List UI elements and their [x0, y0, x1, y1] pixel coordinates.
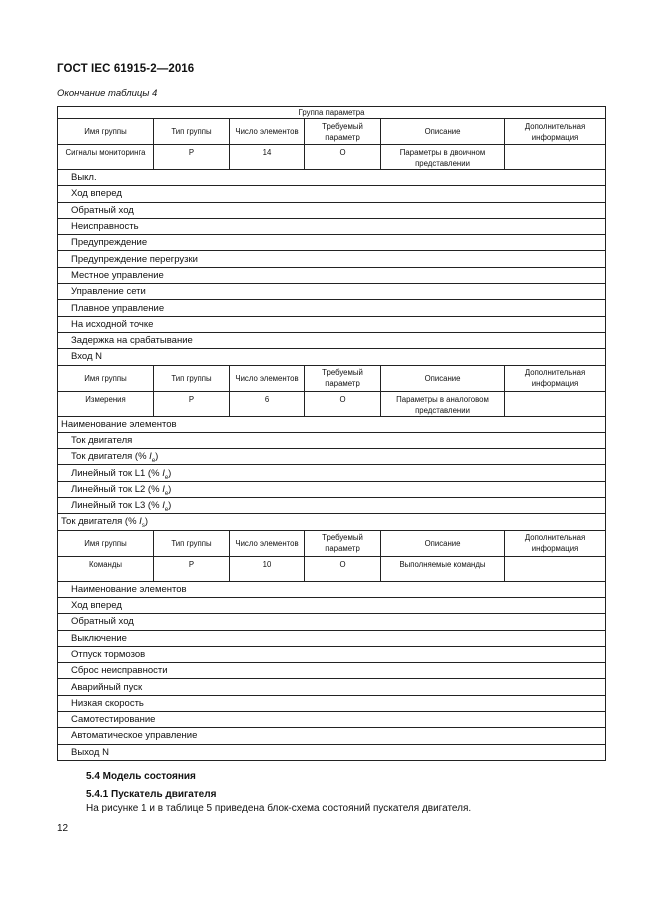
- required-param-header: Требуемый параметр: [305, 530, 381, 556]
- section-heading: 5.4 Модель состояния: [86, 771, 196, 782]
- additional-info-header: Дополнительная информация: [505, 530, 606, 556]
- element-row: [58, 416, 606, 432]
- element-name: Выход N: [71, 746, 109, 758]
- element-name: Самотестирование: [71, 714, 156, 726]
- group-type-header: Тип группы: [154, 365, 230, 391]
- subsection-heading: 5.4.1 Пускатель двигателя: [86, 789, 217, 800]
- group-type-cell: P: [154, 556, 230, 581]
- element-name: Ход вперед: [71, 600, 122, 612]
- element-row: [58, 235, 606, 251]
- element-name-cell: [58, 744, 606, 760]
- element-name: Линейный ток L1 (% I: [71, 467, 165, 479]
- element-name-cell: [58, 449, 606, 465]
- element-name: Отпуск тормозов: [71, 648, 146, 660]
- element-row: [58, 186, 606, 202]
- current-subscript: s: [141, 523, 145, 530]
- element-name-cell: [58, 170, 606, 186]
- element-name-cell: [58, 498, 606, 514]
- element-row: [58, 498, 606, 514]
- element-name-cell: [58, 695, 606, 711]
- group-type-cell: P: [154, 145, 230, 170]
- element-name: Обратный ход: [71, 204, 134, 216]
- element-row: [58, 316, 606, 332]
- element-name: Линейный ток L2 (% I: [71, 483, 165, 495]
- required-param-header: Требуемый параметр: [305, 119, 381, 145]
- element-name: Выкл.: [71, 172, 97, 184]
- description-header: Описание: [381, 530, 505, 556]
- additional-info-cell: [505, 391, 606, 416]
- element-row: [58, 481, 606, 497]
- additional-info-cell: [505, 145, 606, 170]
- element-count-header: Число элементов: [230, 119, 305, 145]
- closing-paren: ): [168, 467, 172, 479]
- element-name-cell: [58, 235, 606, 251]
- element-name: Наименование элементов: [71, 583, 187, 595]
- element-row: [58, 465, 606, 481]
- additional-info-cell: [505, 556, 606, 581]
- element-row: [58, 663, 606, 679]
- element-name: На исходной точке: [71, 318, 154, 330]
- element-name: Задержка на срабатывание: [71, 335, 193, 347]
- element-name-cell: [58, 284, 606, 300]
- element-name-cell: [58, 481, 606, 497]
- element-name: Ток двигателя (% I: [71, 451, 152, 463]
- element-row: [58, 170, 606, 186]
- group-type-header: Тип группы: [154, 530, 230, 556]
- element-name: Управление сети: [71, 286, 146, 298]
- element-name-cell: [58, 728, 606, 744]
- element-name: Выключение: [71, 632, 127, 644]
- element-row: [58, 712, 606, 728]
- required-param-cell: O: [305, 391, 381, 416]
- group-name-cell: Сигналы мониторинга: [58, 145, 154, 170]
- element-row: [58, 251, 606, 267]
- element-row: [58, 349, 606, 365]
- current-subscript: e: [164, 474, 169, 481]
- section-paragraph: На рисунке 1 и в таблице 5 приведена блок-схема состояний пускателя двигателя.: [86, 803, 472, 814]
- group-type-cell: P: [154, 391, 230, 416]
- column-header-row: [58, 119, 606, 145]
- description-cell: Выполняемые команды: [381, 556, 505, 581]
- element-name: Вход N: [71, 351, 102, 363]
- element-name-cell: [58, 679, 606, 695]
- element-row: [58, 284, 606, 300]
- element-name: Низкая скорость: [71, 697, 144, 709]
- element-row: [58, 514, 606, 530]
- element-name: Местное управление: [71, 269, 164, 281]
- element-row: [58, 695, 606, 711]
- parameter-table: [57, 106, 606, 761]
- group-name-header: Имя группы: [58, 119, 154, 145]
- element-row: [58, 449, 606, 465]
- group-header-row: [58, 107, 606, 119]
- element-name: Обратный ход: [71, 616, 134, 628]
- element-name-cell: [58, 218, 606, 234]
- table-caption: Окончание таблицы 4: [57, 88, 158, 99]
- element-name: Плавное управление: [71, 302, 165, 314]
- element-name-cell: [58, 267, 606, 283]
- description-cell: Параметры в двоичном представлении: [381, 145, 505, 170]
- additional-info-header: Дополнительная информация: [505, 365, 606, 391]
- element-name: Сброс неисправности: [71, 665, 168, 677]
- element-name: Аварийный пуск: [71, 681, 143, 693]
- current-symbol: I: [162, 467, 165, 479]
- element-count-cell: 6: [230, 391, 305, 416]
- element-name-cell: [58, 251, 606, 267]
- element-name-cell: [58, 614, 606, 630]
- element-row: [58, 597, 606, 613]
- element-name: Линейный ток L3 (% I: [71, 500, 165, 512]
- group-row: [58, 391, 606, 416]
- element-row: [58, 614, 606, 630]
- element-row: [58, 267, 606, 283]
- group-name-header: Имя группы: [58, 530, 154, 556]
- element-name-cell: [58, 514, 606, 530]
- document-header: ГОСТ IEC 61915-2—2016: [57, 63, 195, 75]
- group-name-header: Имя группы: [58, 365, 154, 391]
- element-row: [58, 646, 606, 662]
- element-name-cell: [58, 581, 606, 597]
- group-name-cell: Измерения: [58, 391, 154, 416]
- description-cell: Параметры в аналоговом представлении: [381, 391, 505, 416]
- element-name-cell: [58, 186, 606, 202]
- required-param-cell: O: [305, 556, 381, 581]
- page-number: 12: [57, 823, 69, 834]
- element-name: Неисправность: [71, 221, 139, 233]
- element-row: [58, 679, 606, 695]
- element-name-cell: [58, 432, 606, 448]
- required-param-cell: O: [305, 145, 381, 170]
- element-name-cell: [58, 316, 606, 332]
- element-row: [58, 202, 606, 218]
- closing-paren: ): [144, 516, 148, 528]
- element-name: Ток двигателя (% I: [61, 516, 142, 528]
- current-symbol: I: [162, 483, 165, 495]
- closing-paren: ): [168, 500, 172, 512]
- element-name: Ток двигателя: [71, 435, 133, 446]
- element-name-cell: [58, 416, 606, 432]
- group-row: [58, 556, 606, 581]
- group-type-header: Тип группы: [154, 119, 230, 145]
- description-header: Описание: [381, 119, 505, 145]
- element-row: [58, 332, 606, 348]
- element-row: [58, 744, 606, 760]
- element-count-header: Число элементов: [230, 530, 305, 556]
- element-count-cell: 10: [230, 556, 305, 581]
- element-row: [58, 432, 606, 448]
- description-header: Описание: [381, 365, 505, 391]
- element-name-cell: [58, 349, 606, 365]
- element-name-cell: [58, 300, 606, 316]
- element-name: Наименование элементов: [61, 418, 177, 430]
- additional-info-header: Дополнительная информация: [505, 119, 606, 145]
- current-subscript: e: [151, 458, 156, 465]
- element-row: [58, 218, 606, 234]
- element-row: [58, 581, 606, 597]
- element-name-cell: [58, 663, 606, 679]
- element-name-cell: [58, 332, 606, 348]
- element-name-cell: [58, 712, 606, 728]
- element-name: Автоматическое управление: [71, 730, 198, 742]
- element-row: [58, 300, 606, 316]
- element-name-cell: [58, 597, 606, 613]
- element-name: Ход вперед: [71, 188, 122, 200]
- closing-paren: ): [155, 451, 159, 463]
- element-count-header: Число элементов: [230, 365, 305, 391]
- element-name-cell: [58, 630, 606, 646]
- column-header-row: [58, 530, 606, 556]
- column-header-row: [58, 365, 606, 391]
- element-name: Предупреждение: [71, 237, 148, 249]
- element-name-cell: [58, 465, 606, 481]
- current-subscript: e: [164, 490, 169, 497]
- element-name-cell: [58, 202, 606, 218]
- required-param-header: Требуемый параметр: [305, 365, 381, 391]
- current-symbol: I: [162, 500, 165, 512]
- closing-paren: ): [168, 483, 172, 495]
- element-count-cell: 14: [230, 145, 305, 170]
- element-row: [58, 630, 606, 646]
- current-symbol: I: [149, 451, 152, 463]
- group-name-cell: Команды: [58, 556, 154, 581]
- current-symbol: I: [139, 516, 142, 528]
- element-name: Предупреждение перегрузки: [71, 253, 198, 265]
- group-row: [58, 145, 606, 170]
- element-row: [58, 728, 606, 744]
- element-name-cell: [58, 646, 606, 662]
- group-header-cell: Группа параметра: [58, 107, 606, 119]
- current-subscript: e: [164, 507, 169, 514]
